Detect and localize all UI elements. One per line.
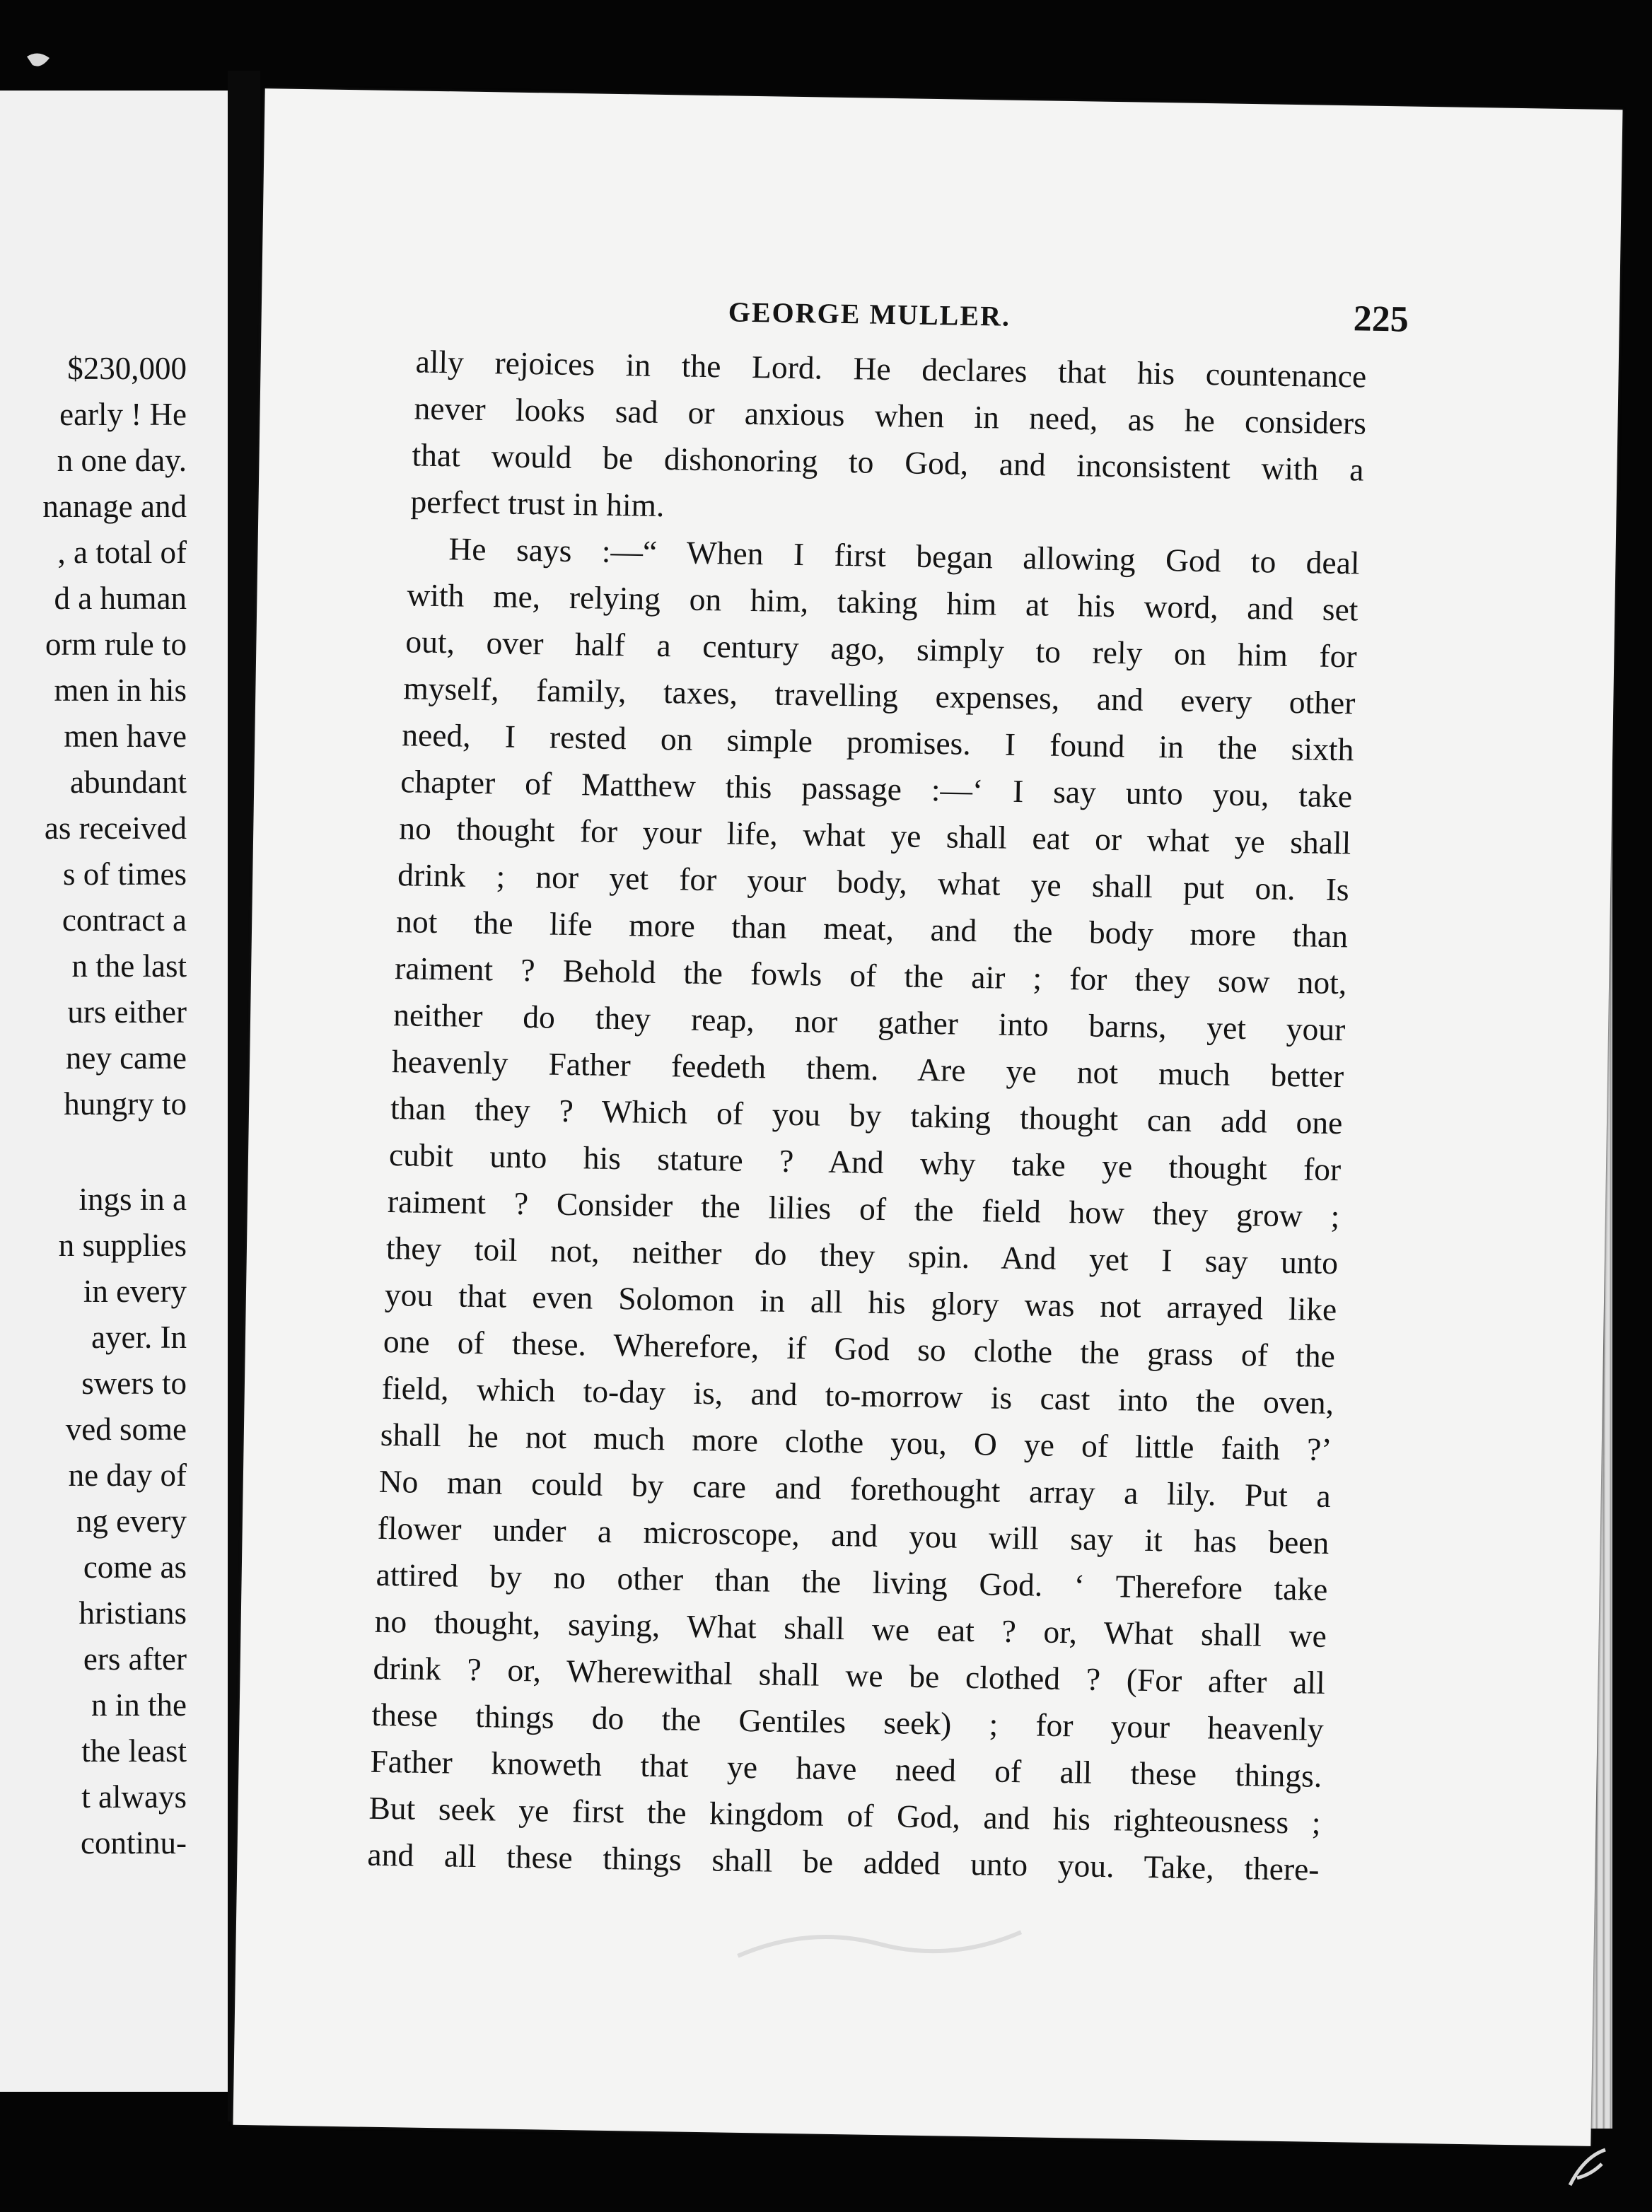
- scan-speck-icon: [1563, 2143, 1612, 2192]
- left-page-line: ney came: [65, 1040, 187, 1076]
- text-line: Father knoweth that ye have need of all these things.: [370, 1742, 1322, 1794]
- page-header: [728, 288, 1409, 341]
- left-page-line: , a total of: [57, 535, 187, 570]
- text-line: chapter of Matthew this passage :—‘ I say unto you, take: [400, 763, 1353, 815]
- left-page-line: nanage and: [42, 489, 187, 524]
- left-page-line: n one day.: [57, 443, 187, 478]
- left-page-line: orm rule to: [45, 627, 187, 662]
- left-page-line: hristians: [78, 1595, 187, 1631]
- text-line: heavenly Father feedeth them. Are ye not much better: [391, 1043, 1344, 1095]
- text-line: one of these. Wherefore, if God so clothe the grass of the: [383, 1322, 1336, 1375]
- scan-speck-icon: [24, 50, 52, 71]
- text-line: He says :—“ When I first began allowing God to deal: [448, 530, 1360, 581]
- left-page-line: ers after: [83, 1641, 187, 1677]
- text-line: not the life more than meat, and the body more than: [395, 903, 1349, 955]
- page-number: 225: [1353, 298, 1409, 340]
- left-page-line: ne day of: [68, 1457, 187, 1493]
- text-line: these things do the Gentiles seek) ; for your heavenly: [371, 1696, 1325, 1747]
- left-page-line: men in his: [54, 673, 187, 708]
- text-line: raiment ? Behold the fowls of the air ; for they sow not,: [394, 950, 1347, 1001]
- left-page-line: continu-: [81, 1825, 187, 1861]
- left-page-line: abundant: [70, 764, 187, 800]
- text-line: attired by no other than the living God. ‘ Therefore take: [376, 1556, 1328, 1607]
- text-line: flower under a microscope, and you will say it has been: [377, 1509, 1330, 1561]
- left-page-line: n in the: [91, 1687, 187, 1723]
- text-line: myself, family, taxes, travelling expenses, and every other: [403, 670, 1356, 721]
- left-page-line: swers to: [81, 1366, 187, 1401]
- left-page-line: $230,000: [67, 351, 187, 386]
- left-page-line: in every: [83, 1274, 187, 1309]
- left-page-line: n the last: [71, 948, 187, 984]
- left-page-line: t always: [81, 1779, 187, 1815]
- text-line: drink ; nor yet for your body, what ye shall put on. Is: [397, 856, 1350, 908]
- left-page-line: d a human: [54, 581, 187, 616]
- left-page-line: come as: [83, 1549, 187, 1585]
- text-line: you that even Solomon in all his glory was not arrayed like: [384, 1276, 1337, 1328]
- running-head: GEORGE MULLER.: [728, 296, 1011, 332]
- book-page: [233, 88, 1622, 2146]
- text-line: field, which to-day is, and to-morrow is cast into the oven,: [381, 1369, 1334, 1421]
- left-page-line: ings in a: [78, 1182, 187, 1217]
- left-page-line: n supplies: [58, 1228, 187, 1263]
- text-line: raiment ? Consider the lilies of the field how they grow ;: [387, 1183, 1340, 1235]
- left-page-line: contract a: [62, 902, 187, 938]
- left-page-line: s of times: [63, 856, 187, 892]
- left-page-line: ved some: [65, 1411, 187, 1447]
- left-page-line: the least: [81, 1733, 187, 1769]
- left-page-line: ayer. In: [91, 1320, 187, 1355]
- text-line: never looks sad or anxious when in need, as he considers: [414, 390, 1367, 441]
- text-line: shall he not much more clothe you, O ye of little faith ?’: [380, 1416, 1332, 1468]
- faint-ornament: [731, 1921, 1028, 1968]
- text-line: with me, relying on him, taking him at his word, and set: [407, 576, 1359, 628]
- left-page-line: ng every: [76, 1503, 187, 1539]
- left-page-line: hungry to: [64, 1086, 187, 1122]
- text-line: cubit unto his stature ? And why take ye thought for: [388, 1136, 1342, 1188]
- left-page-line: as received: [44, 810, 187, 846]
- text-line: drink ? or, Wherewithal shall we be clothed ? (For after all: [373, 1649, 1326, 1701]
- text-line: and all these things shall be added unto you. Take, there-: [367, 1836, 1320, 1887]
- text-line: need, I rested on simple promises. I found in the sixth: [402, 716, 1354, 768]
- text-line: neither do they reap, nor gather into barns, yet your: [392, 996, 1346, 1048]
- text-line: No man could by care and forethought array a lily. Put a: [378, 1462, 1332, 1515]
- left-page-line: early ! He: [59, 397, 187, 432]
- text-line: ally rejoices in the Lord. He declares that his countenance: [415, 343, 1367, 395]
- left-page-line: men have: [64, 718, 187, 754]
- facing-page-left: [0, 91, 228, 2092]
- text-line: no thought, saying, What shall we eat ? or, What shall we: [374, 1602, 1327, 1654]
- text-line: no thought for your life, what ye shall eat or what ye shall: [398, 810, 1351, 861]
- text-line: perfect trust in him.: [410, 483, 665, 524]
- text-line: But seek ye first the kingdom of God, and his righteousness ;: [368, 1789, 1321, 1841]
- text-line: they toil not, neither do they spin. And yet I say unto: [385, 1229, 1339, 1281]
- left-page-line: urs either: [67, 994, 187, 1030]
- text-line: out, over half a century ago, simply to rely on him for: [405, 623, 1357, 675]
- text-line: than they ? Which of you by taking thought can add one: [390, 1090, 1343, 1141]
- text-line: that would be dishonoring to God, and inconsistent with a: [412, 436, 1364, 488]
